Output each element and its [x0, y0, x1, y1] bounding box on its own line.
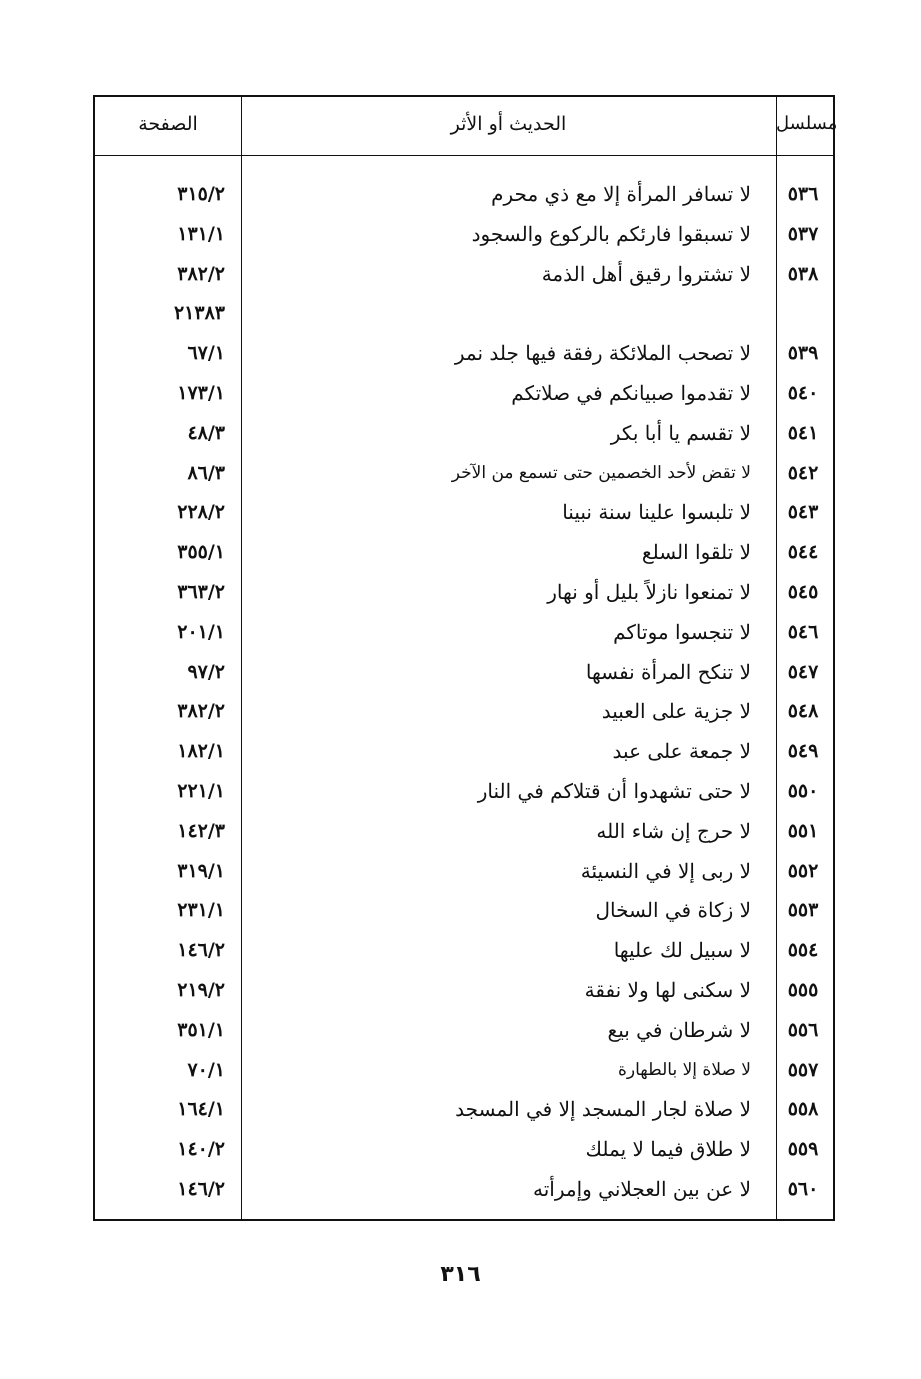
table-row [95, 374, 833, 414]
table-row [95, 573, 833, 613]
serial-number: ٥٥٧ [787, 1058, 819, 1081]
hadith-text: لا تنجسوا موتاكم [613, 619, 751, 644]
serial-number: ٥٤٧ [787, 660, 819, 683]
page-reference: ٢٠١/١ [177, 620, 225, 643]
serial-number: ٥٥٦ [787, 1018, 819, 1041]
page-reference: ١٤٦/٢ [177, 939, 225, 962]
table-row [95, 1130, 833, 1170]
header-hadith: الحديث أو الأثر [450, 113, 567, 135]
hadith-text: لا عن بين العجلاني وإمرأته [532, 1176, 751, 1201]
serial-number: ٥٤٥ [787, 580, 819, 603]
hadith-text: لا صلاة إلا بالطهارة [618, 1059, 751, 1080]
page-reference: ١٦٤/١ [177, 1098, 225, 1121]
hadith-text: لا حتى تشهدوا أن قتلاكم في النار [477, 778, 751, 803]
serial-number: ٥٥٢ [787, 859, 819, 882]
page-reference: ٤٨/٣ [187, 421, 225, 444]
page-reference: ٩٧/٢ [187, 660, 225, 683]
hadith-text: لا تقض لأحد الخصمين حتى تسمع من الآخر [451, 462, 751, 483]
table-row [95, 215, 833, 255]
hadith-text [245, 294, 751, 334]
hadith-text: لا زكاة في السخال [595, 898, 751, 923]
table-row [95, 732, 833, 772]
page-reference: ٢٢٨/٢ [177, 501, 225, 524]
serial-number: ٥٦٠ [787, 1177, 819, 1200]
serial-number: ٥٤٩ [787, 740, 819, 763]
hadith-text: لا تلقوا السلع [641, 540, 751, 565]
table-row [95, 891, 833, 931]
page-reference: ٢٢١/١ [177, 779, 225, 802]
table-row [95, 414, 833, 454]
header-divider [95, 155, 833, 156]
hadith-text: لا ربى إلا في النسيئة [580, 858, 751, 883]
hadith-text: لا تمنعوا نازلاً بليل أو نهار [547, 579, 751, 604]
serial-number: ٥٤١ [787, 421, 819, 444]
table-row [95, 1090, 833, 1130]
hadith-text: لا شرطان في بيع [607, 1017, 751, 1042]
table-row [95, 493, 833, 533]
index-table [93, 95, 838, 1221]
serial-number: ٥٤٣ [787, 501, 819, 524]
hadith-text: لا تلبسوا علينا سنة نبينا [562, 500, 751, 525]
hadith-text: لا طلاق فيما لا يملك [585, 1137, 751, 1162]
page-reference: ٣٥١/١ [177, 1018, 225, 1041]
page-reference: ٣١٥/٢ [177, 183, 225, 205]
page-reference: ١٤٠/٢ [177, 1138, 225, 1161]
hadith-text: لا تنكح المرأة نفسها [585, 659, 751, 684]
table-row [95, 653, 833, 693]
table-row [95, 692, 833, 732]
table-body [95, 175, 833, 1210]
page-reference: ١٧٣/١ [177, 381, 225, 404]
serial-number: ٥٣٩ [787, 342, 819, 365]
table-row [95, 971, 833, 1011]
serial-number [776, 294, 830, 334]
page-reference: ٢٣١/١ [177, 899, 225, 922]
table-row [95, 255, 833, 295]
page-reference: ٢١٩/٢ [177, 978, 225, 1001]
page-reference: ٨٦/٣ [187, 461, 225, 484]
table-row [95, 175, 833, 215]
header-page: الصفحة [138, 113, 198, 135]
serial-number: ٥٥٨ [787, 1098, 819, 1121]
hadith-text: لا تسبقوا فارئكم بالركوع والسجود [471, 221, 751, 246]
page-number: ٣١٦ [440, 1262, 481, 1287]
page-reference: ٣٥٥/١ [177, 541, 225, 564]
hadith-text: لا تصحب الملائكة رفقة فيها جلد نمر [454, 341, 751, 366]
page-reference: ٣١٩/١ [177, 859, 225, 882]
serial-number: ٥٤٠ [787, 381, 819, 404]
table-row [95, 1170, 833, 1210]
page-reference: ٣٦٣/٢ [177, 580, 225, 603]
table-row [95, 772, 833, 812]
hadith-text: لا سكنى لها ولا نفقة [584, 977, 751, 1002]
header-serial: مسلسل [776, 113, 838, 134]
table-row [95, 294, 833, 334]
serial-number: ٥٣٨ [787, 262, 819, 285]
serial-number: ٥٤٤ [787, 541, 819, 564]
serial-number: ٥٥٩ [787, 1138, 819, 1161]
page-reference: ٣٨٢/٢ [177, 262, 225, 285]
serial-number: ٥٥٣ [787, 899, 819, 922]
page-reference: ٧٠/١ [187, 1058, 225, 1081]
table-row [95, 334, 833, 374]
hadith-text: لا جمعة على عبد [612, 739, 751, 764]
page-reference: ١٣١/١ [177, 222, 225, 245]
hadith-text: لا تقدموا صبيانكم في صلاتكم [511, 380, 751, 405]
page-reference: ١٨٢/١ [177, 740, 225, 763]
serial-number: ٥٤٨ [787, 700, 819, 723]
serial-number: ٥٥٥ [787, 978, 819, 1001]
table-row [95, 931, 833, 971]
serial-number: ٥٣٦ [787, 183, 819, 205]
hadith-text: لا جزية على العبيد [601, 699, 751, 724]
table-row [95, 613, 833, 653]
table-row [95, 533, 833, 573]
page-reference: ١٤٦/٢ [177, 1177, 225, 1200]
hadith-text: لا تسافر المرأة إلا مع ذي محرم [491, 182, 751, 206]
hadith-text: لا حرج إن شاء الله [596, 818, 751, 843]
hadith-text: لا صلاة لجار المسجد إلا في المسجد [455, 1097, 751, 1122]
table-row [95, 1051, 833, 1091]
hadith-text: لا سبيل لك عليها [613, 938, 751, 963]
serial-number: ٥٤٢ [787, 461, 819, 484]
table-row [95, 812, 833, 852]
hadith-text: لا تقسم يا أبا بكر [610, 420, 751, 445]
serial-number: ٥٥٤ [787, 939, 819, 962]
table-row [95, 1011, 833, 1051]
hadith-text: لا تشتروا رقيق أهل الذمة [541, 261, 751, 286]
table-row [95, 852, 833, 892]
page-reference: ١٤٢/٣ [177, 819, 225, 842]
page-reference: ٢١٣٨٣ [173, 302, 225, 325]
page-reference: ٣٨٢/٢ [177, 700, 225, 723]
serial-number: ٥٥١ [787, 819, 819, 842]
serial-number: ٥٥٠ [787, 779, 819, 802]
serial-number: ٥٤٦ [787, 620, 819, 643]
table-row [95, 454, 833, 494]
serial-number: ٥٣٧ [787, 222, 819, 245]
page-reference: ٦٧/١ [187, 342, 225, 365]
